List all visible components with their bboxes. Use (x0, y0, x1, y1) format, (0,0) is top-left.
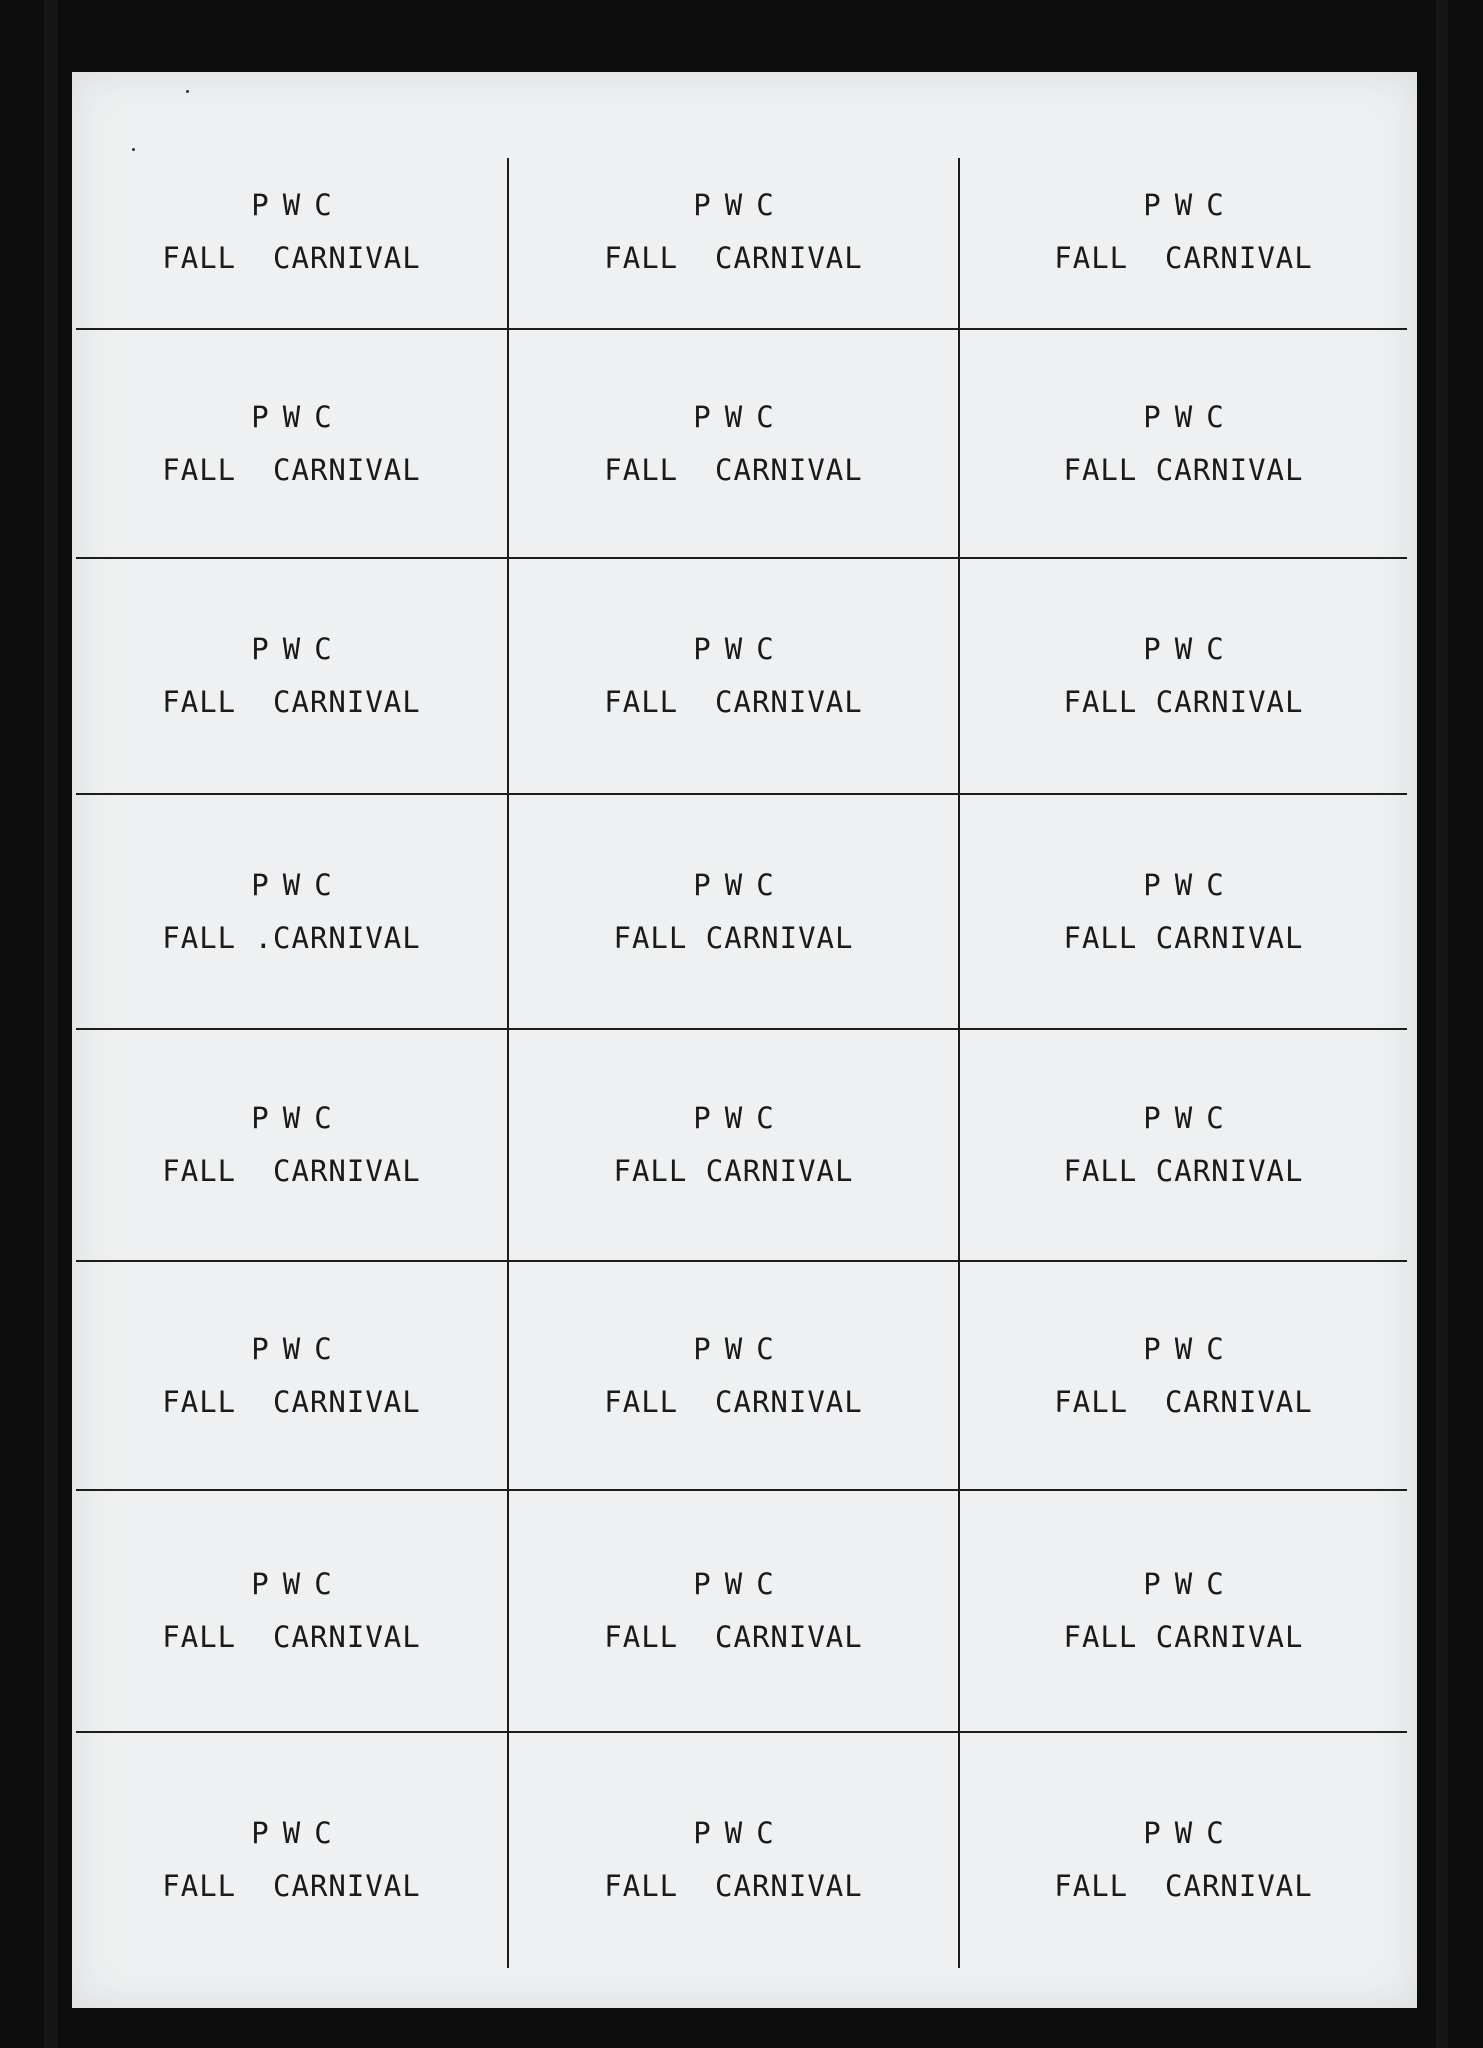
ticket-cell (509, 1733, 960, 1968)
ticket-cell (960, 330, 1407, 559)
ticket-event-name: FALL CARNIVAL (613, 920, 854, 955)
ticket-cell (509, 795, 960, 1030)
ticket-org-name: PWC (1143, 1815, 1238, 1850)
ticket-event-name: FALL CARNIVAL (604, 685, 863, 719)
ticket-event-name: FALL CARNIVAL (162, 1384, 421, 1419)
ticket-org-name: PWC (1143, 867, 1238, 902)
ticket-cell (509, 1030, 960, 1262)
ticket-event-name: FALL CARNIVAL (604, 1620, 863, 1654)
ticket-org-name: PWC (251, 1815, 346, 1850)
ticket-cell (509, 158, 960, 330)
ticket-org-name: PWC (251, 867, 346, 902)
ticket-sheet (72, 72, 1417, 2008)
ticket-event-name: FALL CARNIVAL (1063, 452, 1304, 487)
ticket-org-name: PWC (251, 1101, 346, 1135)
ticket-event-name: FALL CARNIVAL (613, 1154, 854, 1188)
ticket-cell (960, 1491, 1407, 1733)
scanner-edge-left (44, 0, 58, 2048)
ticket-event-name: FALL CARNIVAL (1063, 1154, 1304, 1188)
ticket-event-name: FALL CARNIVAL (604, 241, 863, 275)
ticket-org-name: PWC (251, 188, 346, 222)
ticket-event-name: FALL CARNIVAL (604, 1384, 863, 1419)
ticket-cell (76, 1262, 509, 1491)
ticket-event-name: FALL CARNIVAL (604, 452, 863, 487)
ticket-org-name: PWC (251, 1567, 346, 1601)
ticket-cell (76, 158, 509, 330)
scan-speck (186, 90, 189, 93)
ticket-event-name: FALL CARNIVAL (162, 1620, 421, 1654)
ticket-org-name: PWC (1143, 399, 1238, 434)
ticket-org-name: PWC (693, 1101, 788, 1135)
ticket-cell (509, 1491, 960, 1733)
ticket-cell (76, 330, 509, 559)
ticket-event-name: FALL CARNIVAL (1063, 920, 1304, 955)
ticket-event-name: FALL CARNIVAL (1054, 1868, 1313, 1903)
ticket-event-name: FALL CARNIVAL (1063, 685, 1304, 719)
ticket-cell (960, 1733, 1407, 1968)
ticket-org-name: PWC (251, 1331, 346, 1366)
ticket-cell (76, 795, 509, 1030)
ticket-cell (76, 1030, 509, 1262)
ticket-org-name: PWC (1143, 1331, 1238, 1366)
ticket-cell (76, 1733, 509, 1968)
ticket-org-name: PWC (1143, 188, 1238, 222)
ticket-event-name: FALL CARNIVAL (162, 241, 421, 275)
ticket-org-name: PWC (693, 1567, 788, 1601)
ticket-cell (509, 330, 960, 559)
ticket-event-name: FALL CARNIVAL (604, 1868, 863, 1903)
ticket-event-name: FALL CARNIVAL (1054, 241, 1313, 275)
ticket-event-name: FALL CARNIVAL (1063, 1620, 1304, 1654)
ticket-cell (76, 559, 509, 795)
ticket-org-name: PWC (693, 188, 788, 222)
ticket-cell (509, 1262, 960, 1491)
ticket-cell (960, 795, 1407, 1030)
ticket-org-name: PWC (1143, 632, 1238, 666)
ticket-cell (76, 1491, 509, 1733)
ticket-org-name: PWC (693, 632, 788, 666)
ticket-event-name: FALL CARNIVAL (162, 1868, 421, 1903)
ticket-cell (960, 1262, 1407, 1491)
ticket-org-name: PWC (251, 399, 346, 434)
scanner-edge-right (1436, 0, 1448, 2048)
ticket-event-name: FALL CARNIVAL (1054, 1384, 1313, 1419)
ticket-org-name: PWC (693, 1331, 788, 1366)
ticket-grid (76, 158, 1407, 1968)
ticket-org-name: PWC (693, 1815, 788, 1850)
ticket-org-name: PWC (1143, 1567, 1238, 1601)
ticket-event-name: FALL CARNIVAL (162, 1154, 421, 1188)
ticket-cell (960, 559, 1407, 795)
ticket-event-name: FALL CARNIVAL (162, 452, 421, 487)
ticket-event-name: FALL CARNIVAL (162, 685, 421, 719)
ticket-org-name: PWC (693, 867, 788, 902)
ticket-cell (960, 158, 1407, 330)
ticket-event-name: FALL .CARNIVAL (162, 920, 421, 955)
scan-speck (132, 148, 135, 151)
ticket-org-name: PWC (1143, 1101, 1238, 1135)
ticket-org-name: PWC (251, 632, 346, 666)
ticket-org-name: PWC (693, 399, 788, 434)
ticket-cell (509, 559, 960, 795)
ticket-cell (960, 1030, 1407, 1262)
